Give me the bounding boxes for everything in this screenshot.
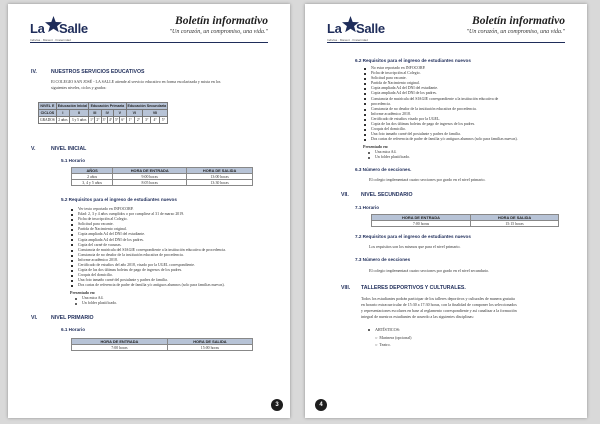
levels-table	[38, 102, 168, 124]
inicial-requirements-list	[70, 207, 226, 289]
grado-cell: 1°	[126, 117, 134, 124]
list-item: Ver texto reportado en INFOCORP.	[70, 207, 226, 212]
table-header: HORA DE ENTRADA	[72, 339, 168, 345]
list-item: Constancia de matrícula del SIAGIE correspondiente a la institución educativa de procedencia.	[70, 248, 226, 253]
subsection-6-3: 6.3 Número de secciones.	[355, 167, 412, 172]
table-cell: 7:00 horas	[72, 345, 168, 351]
para-line: Todos los estudiantes podrán participar de los talleres deportivos y culturales de manera gratuita	[361, 296, 515, 301]
ciclo-cell: I	[56, 110, 69, 117]
section-8-title: TALLERES DEPORTIVOS Y CULTURALES.	[361, 285, 466, 291]
table-row	[372, 221, 559, 227]
table-header: HORA DE SALIDA	[187, 168, 253, 174]
grado-cell: 2 años	[58, 118, 68, 122]
table-header: HORA DE ENTRADA	[372, 215, 471, 221]
list-item: Un folder plastificado.	[367, 155, 410, 160]
list-item: Ficha de inscripción al Colegio.	[70, 217, 226, 222]
ciclos-label: CICLOS	[39, 110, 57, 117]
logo-la: La	[327, 21, 342, 36]
presented-list	[367, 150, 410, 160]
list-item: No estar reportado en INFOCORP.	[363, 66, 518, 71]
grado-cell: 1°	[90, 118, 94, 122]
list-item: ARTÍSTICOS:	[367, 327, 400, 332]
list-item: Edad: 2, 3 y 4 años cumplidos o por cumplirse al 31 de marzo 2019.	[70, 212, 226, 217]
presented-label: Presentado en:	[70, 290, 96, 295]
table-row	[72, 180, 253, 186]
table-header: HORA DE SALIDA	[167, 339, 252, 345]
table-cell: 15:00 horas	[167, 345, 252, 351]
bulletin-subtitle: "Un corazón, un compromiso, una vida."	[466, 29, 565, 35]
art-item-label: Teatro.	[379, 342, 391, 347]
subsection-7-2: 7.2 Requisitos para el ingreso de estudiantes nuevos	[355, 234, 471, 239]
header-divider	[327, 42, 565, 43]
table-cell: 7:00 horas	[372, 221, 471, 227]
list-item: procedencia.	[363, 102, 518, 107]
logo-salle: Salle	[356, 21, 385, 36]
ciclo-cell: II	[70, 110, 89, 117]
section-6-title: NIVEL PRIMARIO	[51, 315, 94, 321]
list-item: Copia ampliada A4 del DNI del estudiante.	[70, 232, 226, 237]
list-item: Copia del carné de vacunas.	[70, 243, 226, 248]
table-cell: 13:30 horas	[187, 180, 253, 186]
list-item: Solicitud para vacante.	[70, 222, 226, 227]
subsection-7-3-text: El colegio implementará cuatro secciones por grado en el nivel secundario.	[369, 268, 490, 273]
table-cell: 2 años	[72, 174, 113, 180]
list-item: Dos cartas de referencia de padre de familia y/o antiguos alumnos (solo para familias nuevas).	[70, 283, 226, 288]
section-7-title: NIVEL SECUNDARIO	[361, 192, 413, 198]
list-item: Copia de las dos últimas boletas de pago de ingresos de los padres.	[70, 268, 226, 273]
art-item-label: Marinera (opcional)	[379, 335, 412, 340]
grado-cell: 3 y 5 años	[70, 117, 89, 124]
section-8-number: VIII.	[341, 285, 351, 291]
table-cell: 8:05 horas	[113, 180, 187, 186]
list-item: Certificado de estudios visado por la UGEL.	[363, 117, 518, 122]
list-item: Constancia de matrícula del SIAGIE correspondiente a la institución educativa de	[363, 97, 518, 102]
list-item: Solicitud para vacante.	[363, 76, 518, 81]
page-number-3: 3	[271, 399, 283, 411]
subsection-7-1: 7.1 Horario	[355, 205, 379, 210]
grado-cell: 5°	[159, 117, 167, 124]
logo-salle: Salle	[59, 21, 88, 36]
list-item: Informe académico 2018.	[70, 258, 226, 263]
section-5-number: V.	[31, 146, 36, 152]
list-item: Una foto tamaño carné del postulante y padres de familia.	[363, 132, 518, 137]
subsection-6-2: 6.2 Requisitos para el ingreso de estudiantes nuevos	[355, 58, 471, 63]
grado-cell: 2°	[134, 117, 142, 124]
bulletin-subtitle: "Un corazón, un compromiso, una vida."	[169, 29, 268, 35]
ciclo-cell: VI	[126, 110, 143, 117]
table-header: HORA DE SALIDA	[471, 215, 559, 221]
art-item-2: ○ Teatro.	[375, 342, 391, 347]
section-4-title: NUESTROS SERVICIOS EDUCATIVOS	[51, 69, 145, 75]
levels-primaria-header: Educación Primaria	[90, 104, 125, 108]
table-header: AÑOS	[72, 168, 113, 174]
subsection-6-1: 6.1 Horario	[61, 327, 85, 332]
subsection-6-3-text: El colegio implementará cuatro secciones por grado en el nivel primario.	[369, 177, 486, 182]
list-item: Croquis del domicilio.	[70, 273, 226, 278]
section-5-title: NIVEL INICIAL	[51, 146, 87, 152]
star-icon	[45, 16, 62, 33]
page-number-4: 4	[315, 399, 327, 411]
grado-cell: 3°	[102, 118, 106, 122]
logo-tagline: Indivisa · Manent · Fraternidad	[30, 38, 71, 42]
levels-secundaria-header: Educación Secundaria	[127, 104, 167, 108]
list-item: Croquis del domicilio.	[363, 127, 518, 132]
section-8-paragraph	[361, 296, 567, 320]
inicial-schedule-table	[71, 167, 253, 186]
secundaria-schedule-table	[371, 214, 559, 227]
grado-cell: 4°	[151, 117, 159, 124]
levels-nivel-header: NIVEL E	[40, 104, 55, 108]
page-4	[305, 4, 587, 418]
grado-cell: 3°	[143, 117, 151, 124]
grado-cell: 4°	[108, 118, 113, 122]
section-4-paragraph	[51, 79, 271, 91]
para-line: El COLEGIO SAN JOSÉ - LA SALLE atiende al servicio educativo en forma escolarizada y mixta en los	[51, 79, 221, 84]
subsection-7-3: 7.3 Número de secciones	[355, 257, 411, 262]
para-line: en horario extracurricular de 15:30 a 17:30 horas, con la finalidad de componer los seleccionados	[361, 302, 517, 307]
grados-label: GRADOS	[40, 118, 55, 122]
list-item: Copia de las dos últimas boletas de pago de ingresos de los padres.	[363, 122, 518, 127]
ciclo-cell: VII	[143, 110, 168, 117]
subsection-7-2-text: Los requisitos son los mismos que para el nivel primario.	[369, 244, 461, 249]
page-3	[8, 4, 290, 418]
list-item: Partida de Nacimiento original.	[70, 227, 226, 232]
header-divider	[30, 42, 268, 43]
list-item: Copia ampliada A4 del DNI del estudiante.	[363, 86, 518, 91]
list-item: Informe académico 2018.	[363, 112, 518, 117]
table-cell: 3, 4 y 5 años	[72, 180, 113, 186]
subsection-5-2: 5.2 Requisitos para el ingreso de estudiantes nuevos	[61, 197, 177, 202]
primaria-requirements-list	[363, 66, 518, 142]
art-item-1: ○ Marinera (opcional)	[375, 335, 412, 340]
grado-cell: 6°	[121, 118, 125, 122]
table-cell: 9:00 horas	[113, 174, 187, 180]
list-item: Una mica A4.	[74, 296, 117, 301]
artisticos-list	[367, 327, 400, 332]
logo-tagline: Indivisa · Manent · Fraternidad	[327, 38, 368, 42]
list-item: Una mica A4.	[367, 150, 410, 155]
ciclo-cell: III	[89, 110, 101, 117]
presented-label: Presentado en:	[363, 144, 389, 149]
logo-la: La	[30, 21, 45, 36]
levels-inicial-header: Educación Inicial	[57, 104, 88, 108]
list-item: Constancia de no deudor de la institución educativa de procedencia.	[70, 253, 226, 258]
list-item: Una foto tamaño carné del postulante y padres de familia.	[70, 278, 226, 283]
table-row	[72, 345, 253, 351]
ciclo-cell: IV	[101, 110, 113, 117]
list-item: Un folder plastificado.	[74, 301, 117, 306]
list-item: Certificado de estudios del año 2018, visado por la UGEL correspondiente.	[70, 263, 226, 268]
primaria-schedule-table	[71, 338, 253, 351]
presented-list	[74, 296, 117, 306]
ciclo-cell: V	[114, 110, 126, 117]
para-line: y representaciones escolares en base al reglamento correspondiente y así canalizar a la formación	[361, 308, 517, 313]
table-cell: 13:00 horas	[187, 174, 253, 180]
para-line: siguientes niveles, ciclos y grados:	[51, 85, 107, 90]
table-header: HORA DE ENTRADA	[113, 168, 187, 174]
table-cell: 15:15 horas	[471, 221, 559, 227]
para-line: integral de nuestros estudiantes de acuerdo a las siguientes disciplinas:	[361, 314, 474, 319]
grado-cell: 2°	[96, 118, 100, 122]
bulletin-title: Boletín informativo	[175, 15, 268, 27]
section-7-number: VII.	[341, 192, 349, 198]
section-6-number: VI.	[31, 315, 38, 321]
grado-cell: 5°	[115, 118, 119, 122]
list-item: Copia ampliada A4 del DNI de los padres.	[70, 238, 226, 243]
list-item: Ficha de inscripción al Colegio.	[363, 71, 518, 76]
list-item: Dos cartas de referencia de padre de familia y/o antiguos alumnos (solo para familias nuevas).	[363, 137, 518, 142]
bulletin-title: Boletín informativo	[472, 15, 565, 27]
subsection-5-1: 5.1 Horario	[61, 158, 85, 163]
list-item: Partida de Nacimiento original.	[363, 81, 518, 86]
list-item: Constancia de no deudor de la institución educativa de procedencia.	[363, 107, 518, 112]
section-4-number: IV.	[31, 69, 37, 75]
star-icon	[342, 16, 359, 33]
list-item: Copia ampliada A4 del DNI de los padres.	[363, 91, 518, 96]
